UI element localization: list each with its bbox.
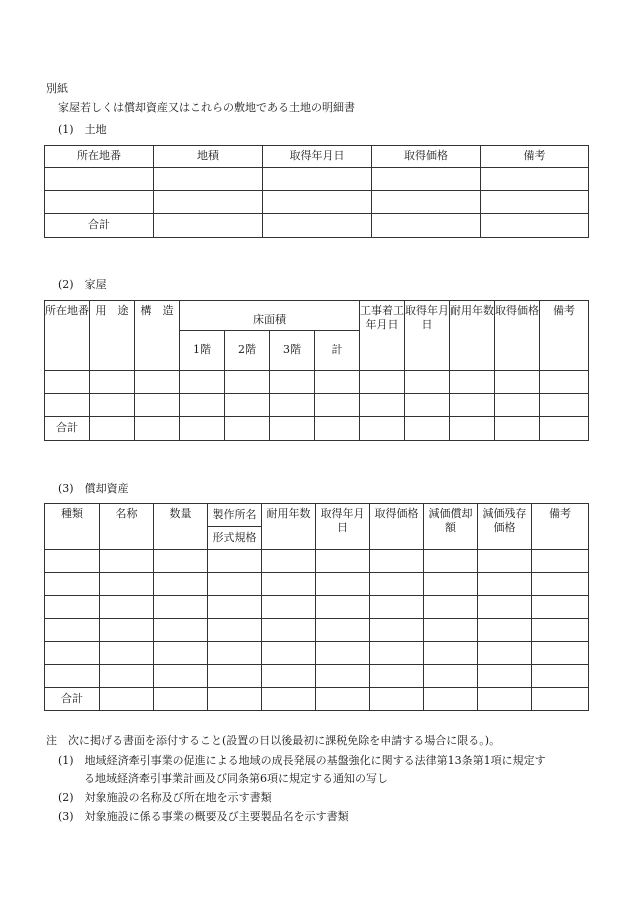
table-cell[interactable] <box>154 665 208 688</box>
land-table <box>44 145 589 238</box>
table-cell[interactable] <box>208 665 262 688</box>
table-cell[interactable] <box>45 550 100 573</box>
table-cell[interactable] <box>154 550 208 573</box>
table-row <box>45 596 589 619</box>
table-row <box>45 573 589 596</box>
table-cell[interactable] <box>225 371 270 394</box>
table-cell[interactable] <box>262 550 316 573</box>
table-cell[interactable] <box>316 642 370 665</box>
table-cell[interactable] <box>478 688 532 711</box>
table-cell[interactable] <box>262 596 316 619</box>
table-cell[interactable] <box>370 596 424 619</box>
table-cell[interactable] <box>45 168 154 191</box>
table-cell[interactable] <box>478 642 532 665</box>
table-cell[interactable] <box>478 573 532 596</box>
table-cell[interactable] <box>135 417 180 441</box>
house-header-floor-3: 3階 <box>270 331 315 371</box>
table-cell[interactable] <box>424 573 478 596</box>
table-cell[interactable] <box>540 371 589 394</box>
table-cell[interactable] <box>424 596 478 619</box>
table-cell[interactable] <box>154 642 208 665</box>
table-cell[interactable] <box>270 371 315 394</box>
assets-header-model: 形式規格 <box>208 527 262 550</box>
assets-header-remarks: 備考 <box>532 504 589 550</box>
house-header-use: 用 途 <box>90 301 135 371</box>
table-row <box>45 168 589 191</box>
total-row <box>45 417 589 441</box>
table-cell[interactable] <box>532 688 589 711</box>
table-cell[interactable] <box>208 642 262 665</box>
table-cell[interactable] <box>100 642 154 665</box>
table-cell[interactable] <box>481 168 589 191</box>
table-cell[interactable] <box>315 394 360 417</box>
table-cell[interactable] <box>45 619 100 642</box>
assets-header-maker: 製作所名 <box>208 504 262 527</box>
table-cell[interactable] <box>405 394 450 417</box>
table-cell[interactable] <box>154 573 208 596</box>
table-cell[interactable] <box>495 371 540 394</box>
table-row <box>45 191 589 214</box>
table-cell[interactable] <box>100 573 154 596</box>
table-cell[interactable] <box>424 550 478 573</box>
table-cell[interactable] <box>263 214 372 238</box>
table-cell[interactable] <box>154 596 208 619</box>
table-cell[interactable] <box>100 550 154 573</box>
table-cell[interactable] <box>262 688 316 711</box>
house-header-remarks: 備考 <box>540 301 589 371</box>
table-cell[interactable] <box>208 550 262 573</box>
notes-item-2: (2) 対象施設の名称及び所在地を示す書類 <box>58 791 272 804</box>
table-cell[interactable] <box>45 573 100 596</box>
house-header-location: 所在地番 <box>45 301 90 371</box>
house-table <box>44 300 589 441</box>
table-cell[interactable] <box>208 619 262 642</box>
assets-header-acquired-price: 取得価格 <box>370 504 424 550</box>
assets-total-label: 合計 <box>45 688 100 711</box>
table-cell[interactable] <box>540 417 589 441</box>
notes-intro: 注 次に掲げる書面を添付すること(設置の日以後最初に課税免除を申請する場合に限る。)。 <box>46 734 501 747</box>
table-cell[interactable] <box>495 394 540 417</box>
table-cell[interactable] <box>262 619 316 642</box>
table-cell[interactable] <box>450 394 495 417</box>
table-cell[interactable] <box>45 665 100 688</box>
house-header-construction: 工事着工年月日 <box>360 301 405 371</box>
notes-item-3: (3) 対象施設に係る事業の概要及び主要製品名を示す書類 <box>58 810 349 823</box>
table-cell[interactable] <box>405 417 450 441</box>
house-header-acquired-date: 取得年月日 <box>405 301 450 371</box>
table-cell[interactable] <box>316 596 370 619</box>
land-total-label: 合計 <box>45 214 154 238</box>
total-row <box>45 688 589 711</box>
table-cell[interactable] <box>45 191 154 214</box>
notes-item-1-line-1: (1) 地域経済牽引事業の促進による地域の成長発展の基盤強化に関する法律第13条第1項に規定す <box>58 754 546 767</box>
table-cell[interactable] <box>424 642 478 665</box>
table-cell[interactable] <box>370 550 424 573</box>
table-cell[interactable] <box>225 394 270 417</box>
table-cell[interactable] <box>135 394 180 417</box>
table-cell[interactable] <box>90 371 135 394</box>
table-cell[interactable] <box>372 214 481 238</box>
table-cell[interactable] <box>154 688 208 711</box>
table-cell[interactable] <box>208 573 262 596</box>
table-cell[interactable] <box>154 214 263 238</box>
table-cell[interactable] <box>45 642 100 665</box>
land-heading: (1) 土地 <box>58 123 107 136</box>
table-cell[interactable] <box>270 417 315 441</box>
table-cell[interactable] <box>316 665 370 688</box>
table-cell[interactable] <box>316 550 370 573</box>
table-cell[interactable] <box>370 642 424 665</box>
table-cell[interactable] <box>315 371 360 394</box>
table-cell[interactable] <box>263 168 372 191</box>
table-cell[interactable] <box>180 417 225 441</box>
table-cell[interactable] <box>90 394 135 417</box>
table-cell[interactable] <box>372 168 481 191</box>
table-cell[interactable] <box>370 688 424 711</box>
table-cell[interactable] <box>360 394 405 417</box>
table-cell[interactable] <box>478 550 532 573</box>
table-cell[interactable] <box>481 191 589 214</box>
table-cell[interactable] <box>370 665 424 688</box>
table-cell[interactable] <box>532 665 589 688</box>
assets-table <box>44 503 589 711</box>
assets-header-name: 名称 <box>100 504 154 550</box>
table-cell[interactable] <box>45 596 100 619</box>
table-cell[interactable] <box>154 619 208 642</box>
table-cell[interactable] <box>540 394 589 417</box>
table-cell[interactable] <box>450 417 495 441</box>
house-header-floor-1: 1階 <box>180 331 225 371</box>
house-header-structure: 構 造 <box>135 301 180 371</box>
table-cell[interactable] <box>532 642 589 665</box>
table-cell[interactable] <box>450 371 495 394</box>
table-cell[interactable] <box>90 417 135 441</box>
total-row <box>45 214 589 238</box>
table-cell[interactable] <box>495 417 540 441</box>
table-cell[interactable] <box>270 394 315 417</box>
table-row <box>45 550 589 573</box>
table-cell[interactable] <box>208 688 262 711</box>
table-cell[interactable] <box>100 665 154 688</box>
assets-header-depreciation: 減価償却額 <box>424 504 478 550</box>
table-cell[interactable] <box>481 214 589 238</box>
table-cell[interactable] <box>478 596 532 619</box>
house-header-floor-2: 2階 <box>225 331 270 371</box>
table-cell[interactable] <box>424 665 478 688</box>
land-header-date: 取得年月日 <box>263 146 372 168</box>
attachment-label: 別紙 <box>46 82 68 95</box>
table-row <box>45 371 589 394</box>
table-cell[interactable] <box>478 665 532 688</box>
table-cell[interactable] <box>360 417 405 441</box>
table-cell[interactable] <box>180 371 225 394</box>
table-cell[interactable] <box>135 371 180 394</box>
house-header-useful-life: 耐用年数 <box>450 301 495 371</box>
table-cell[interactable] <box>532 619 589 642</box>
table-cell[interactable] <box>405 371 450 394</box>
table-cell[interactable] <box>45 394 90 417</box>
document-title: 家屋若しくは償却資産又はこれらの敷地である土地の明細書 <box>58 101 355 114</box>
table-cell[interactable] <box>370 573 424 596</box>
table-cell[interactable] <box>370 619 424 642</box>
table-cell[interactable] <box>100 596 154 619</box>
house-heading: (2) 家屋 <box>58 278 107 291</box>
table-cell[interactable] <box>424 688 478 711</box>
table-row <box>45 665 589 688</box>
table-cell[interactable] <box>100 688 154 711</box>
table-cell[interactable] <box>263 191 372 214</box>
table-cell[interactable] <box>45 371 90 394</box>
land-header-area: 地積 <box>154 146 263 168</box>
assets-header-type: 種類 <box>45 504 100 550</box>
table-cell[interactable] <box>208 596 262 619</box>
table-cell[interactable] <box>532 550 589 573</box>
table-cell[interactable] <box>316 688 370 711</box>
house-total-label: 合計 <box>45 417 90 441</box>
table-cell[interactable] <box>316 573 370 596</box>
table-cell[interactable] <box>478 619 532 642</box>
table-cell[interactable] <box>360 371 405 394</box>
table-row <box>45 642 589 665</box>
table-cell[interactable] <box>262 573 316 596</box>
table-row <box>45 619 589 642</box>
table-row <box>45 394 589 417</box>
table-cell[interactable] <box>316 619 370 642</box>
house-header-acquired-price: 取得価格 <box>495 301 540 371</box>
table-cell[interactable] <box>315 417 360 441</box>
notes-item-1-line-2: る地域経済牽引事業計画及び同条第6項に規定する通知の写し <box>84 772 388 785</box>
table-cell[interactable] <box>532 596 589 619</box>
house-header-floor-area: 床面積 <box>180 301 360 331</box>
table-cell[interactable] <box>100 619 154 642</box>
assets-header-quantity: 数量 <box>154 504 208 550</box>
table-cell[interactable] <box>180 394 225 417</box>
assets-header-useful-life: 耐用年数 <box>262 504 316 550</box>
assets-header-acquired-date: 取得年月日 <box>316 504 370 550</box>
land-header-remarks: 備考 <box>481 146 589 168</box>
house-header-floor-total: 計 <box>315 331 360 371</box>
land-header-price: 取得価格 <box>372 146 481 168</box>
table-cell[interactable] <box>225 417 270 441</box>
table-cell[interactable] <box>262 642 316 665</box>
assets-header-residual-value: 減価残存価格 <box>478 504 532 550</box>
table-cell[interactable] <box>532 573 589 596</box>
table-cell[interactable] <box>154 191 263 214</box>
table-cell[interactable] <box>424 619 478 642</box>
land-header-location: 所在地番 <box>45 146 154 168</box>
table-cell[interactable] <box>262 665 316 688</box>
table-cell[interactable] <box>154 168 263 191</box>
table-cell[interactable] <box>372 191 481 214</box>
assets-heading: (3) 償却資産 <box>58 482 129 495</box>
